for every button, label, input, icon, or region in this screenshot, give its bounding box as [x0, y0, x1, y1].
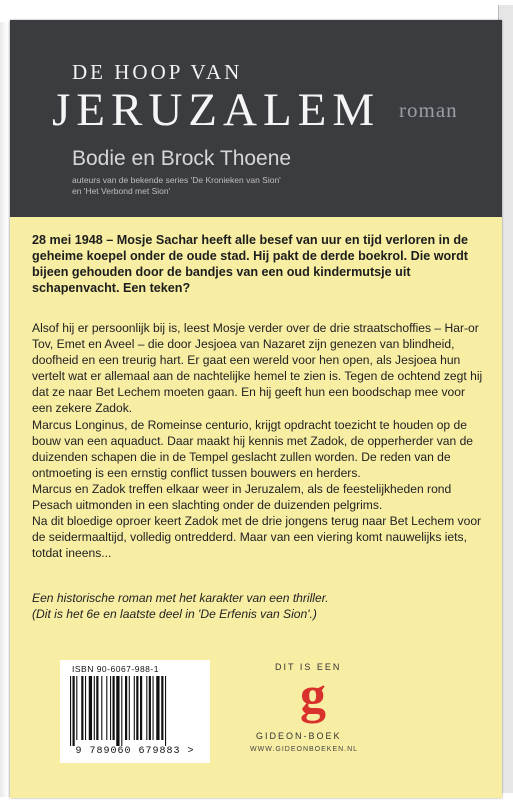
series-note-1: auteurs van de bekende series 'De Kronieken van Sion': [72, 175, 281, 185]
publisher-url: WWW.GIDEONBOEKEN.NL: [250, 746, 359, 753]
barcode-number: 9 789060 679883 >: [75, 746, 195, 757]
genre-label: roman: [399, 98, 458, 122]
back-cover: [10, 20, 502, 798]
barcode-panel: [60, 660, 210, 763]
blurb-paragraph: Na dit bloedige oproer keert Zadok met de drie jongens terug naar Bet Lechem voor de seidermaaltijd, volledig ontredderd. Maar van een viering komt nauwelijks iets, totdat ineens...: [32, 514, 482, 561]
closing-line-1: Een historische roman met het karakter van een thriller.: [32, 591, 329, 605]
blurb-paragraph: Marcus Longinus, de Romeinse centurio, krijgt opdracht toezicht te houden op de bouw van een aquaduct. Daar maakt hij kennis met Zadok, de opperherder van de duizenden schapen die in de Tempel geslacht zullen worden. De reden van de ontmoeting is een ernstig conflict tussen bouwers en herders.: [32, 417, 474, 480]
publisher-logo-letter: g: [300, 674, 326, 724]
authors: Bodie en Brock Thoene: [72, 147, 292, 170]
blurb-paragraph: Alsof hij er persoonlijk bij is, leest Mosje verder over de drie straatschoffies – Har-or Tov, Emet en Aveel – die door Jesjoea van Nazaret zijn genezen van blindheid, doofheid en een treurig hart. Er gaat een wereld voor hen open, als Jesjoea hun vertelt wat er allemaal aan de nachtelijke hemel te zien is. Tegen de ochtend zegt hij dat ze naar Bet Lechem moeten gaan. En hij geeft hun een boodschap mee voor een zekere Zadok.: [32, 321, 483, 416]
series-note-2: en 'Het Verbond met Sion': [72, 186, 171, 196]
cover-header: [10, 20, 502, 217]
publisher-tagline: DIT IS EEN: [275, 662, 342, 672]
blurb-body: [32, 320, 487, 561]
publisher-name: GIDEON-BOEK: [256, 731, 342, 741]
title-line-2: JERUZALEM: [52, 84, 381, 136]
blurb-paragraph: Marcus en Zadok treffen elkaar weer in Jeruzalem, als de feestelijkheden rond Pesach uitmonden in een slachting onder de duizenden pelgrims.: [32, 481, 452, 513]
lead-paragraph: 28 mei 1948 – Mosje Sachar heeft alle besef van uur en tijd verloren in de geheime koepel onder de oude stad. Hij pakt de derde boekrol. Die wordt bijeen gehouden door de bandjes van een oud kindermutsje uit schapenvacht. Een teken?: [32, 233, 469, 295]
barcode-image: [68, 676, 202, 746]
title-line-1: DE HOOP VAN: [72, 60, 243, 84]
closing-line-2: (Dit is het 6e en laatste deel in 'De Erfenis van Sion'.): [32, 607, 317, 621]
publisher-logo-icon: [293, 674, 333, 730]
closing-note: [32, 590, 487, 622]
isbn-label: ISBN 90-6067-988-1: [72, 664, 159, 674]
